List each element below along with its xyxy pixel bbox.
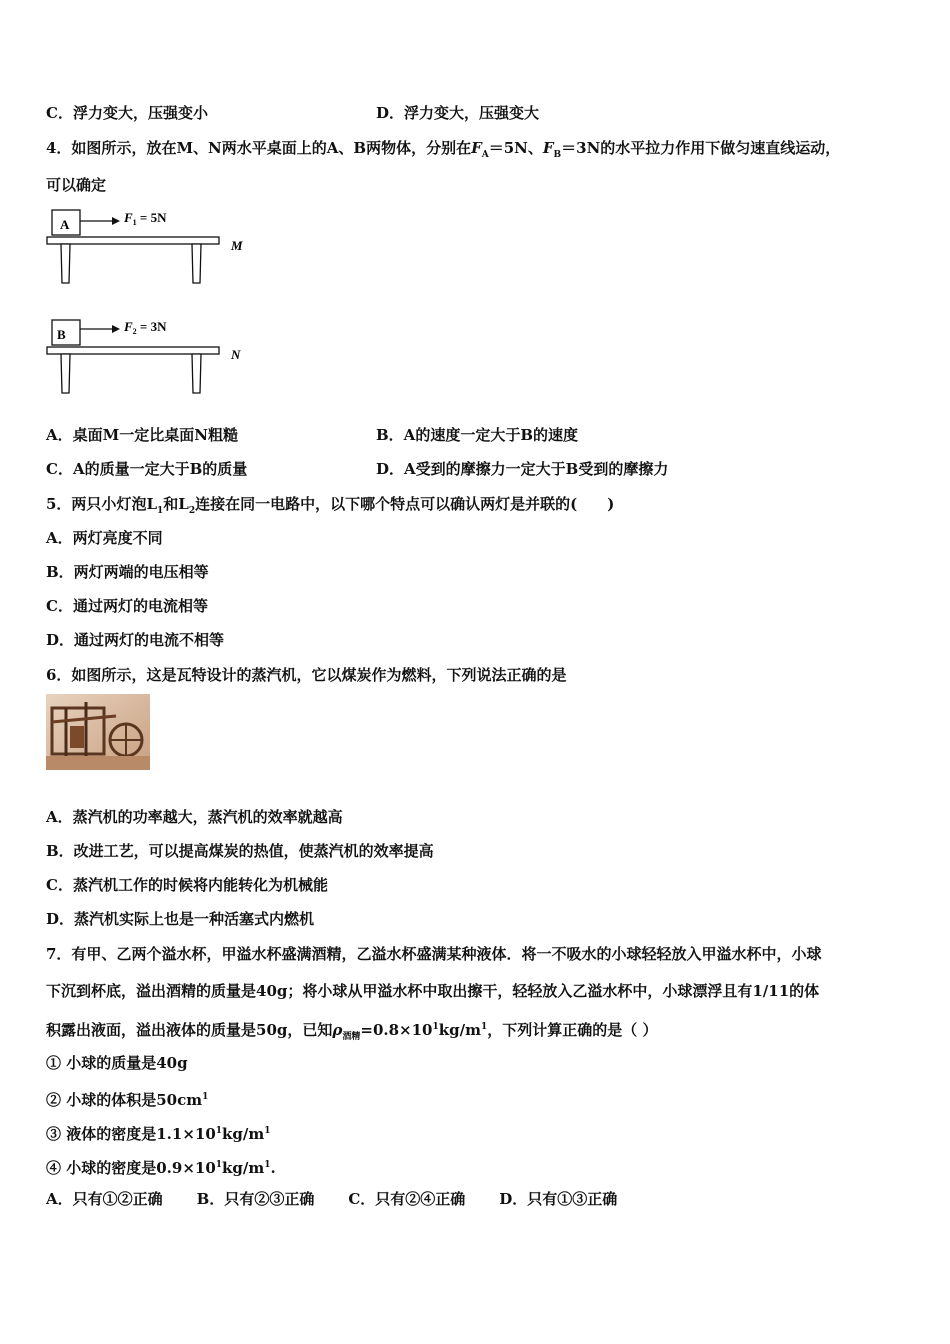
q7-rho-sub: 酒精 — [342, 1032, 361, 1042]
q7-line3-a: 积露出液面，溢出液体的质量是50g，已知 — [46, 1021, 333, 1039]
force-label-1 — [123, 210, 167, 227]
force-1-symbol: F — [124, 210, 133, 225]
q5-stem-c: 连接在同一电路中，以下哪个特点可以确认两灯是并联的( ) — [195, 495, 615, 513]
q7-options — [46, 1189, 651, 1209]
q7-s4-exp1: 1 — [215, 1160, 223, 1170]
q7-rho: ρ — [332, 1021, 343, 1039]
force-2-value: = 3N — [136, 319, 167, 334]
q4-fb-sub: B — [553, 150, 562, 160]
q7-s4-unit: kg/m — [222, 1159, 265, 1177]
q5-stem-a: 5．两只小灯泡L — [46, 495, 157, 513]
table-n-leg-left — [61, 354, 70, 393]
q7-s4-end: . — [270, 1159, 276, 1177]
force-1-sub: 1 — [132, 218, 137, 227]
force-label-2 — [123, 319, 167, 336]
force-2-symbol: F — [124, 319, 133, 334]
q6-stem: 6．如图所示，这是瓦特设计的蒸汽机，它以煤炭作为燃料，下列说法正确的是 — [46, 666, 567, 684]
force-arrowhead-2 — [112, 325, 120, 333]
q5-sub-2: 2 — [188, 506, 196, 516]
q4-stem-line1 — [46, 138, 840, 165]
table-m-leg-right — [192, 244, 201, 283]
photo-floor — [46, 756, 150, 770]
engine-cylinder — [70, 726, 84, 748]
q7-s4-text: ④ 小球的密度是0.9×10 — [46, 1159, 216, 1177]
q7-exp-1: 1 — [432, 1022, 439, 1032]
force-arrowhead-1 — [112, 217, 120, 225]
q3-option-d: D．浮力变大，压强变大 — [376, 104, 540, 122]
q5-option-b: B．两灯两端的电压相等 — [46, 563, 209, 581]
table-m-leg-left — [61, 244, 70, 283]
q5-option-c: C．通过两灯的电流相等 — [46, 597, 208, 615]
table-n-label: N — [231, 347, 241, 362]
q7-s3-exp1: 1 — [215, 1126, 223, 1136]
q4-figure-top — [47, 210, 243, 283]
q4-option-b: B．A的速度一定大于B的速度 — [376, 426, 578, 444]
block-a-label: A — [60, 217, 70, 232]
q7-line-2: 下沉到杯底，溢出酒精的质量是40g；将小球从甲溢水杯中取出擦干，轻轻放入乙溢水杯中，小球漂浮且有1/11的体 — [46, 982, 820, 1000]
q4-stem-line2: 可以确定 — [46, 176, 107, 194]
q4-stem-a: 4．如图所示，放在M、N两水平桌面上的A、B两物体，分别在 — [46, 139, 472, 157]
q4-fb-symbol: F — [542, 139, 554, 157]
q5-stem-b: 和L — [163, 495, 189, 513]
q4-option-c: C．A的质量一定大于B的质量 — [46, 460, 248, 478]
q4-fb-value: ＝3N的水平拉力作用下做匀速直线运动， — [561, 139, 841, 157]
q7-s2-text: ② 小球的体积是50cm — [46, 1091, 203, 1109]
q7-statement-3 — [46, 1121, 271, 1144]
q7-option-a: A．只有①②正确 — [46, 1190, 163, 1208]
q6-option-a: A．蒸汽机的功率越大，蒸汽机的效率就越高 — [46, 808, 343, 826]
q5-option-a: A．两灯亮度不同 — [46, 529, 163, 547]
q6-option-d: D．蒸汽机实际上也是一种活塞式内燃机 — [46, 910, 315, 928]
q4-figure-bottom — [47, 319, 241, 393]
q4-fa-sub: A — [481, 150, 489, 160]
q4-fa-symbol: F — [471, 139, 482, 157]
table-n-leg-right — [192, 354, 201, 393]
q7-statement-4 — [46, 1155, 276, 1178]
table-n-top — [47, 347, 219, 354]
q7-option-b: B．只有②③正确 — [196, 1190, 315, 1208]
q6-option-b: B．改进工艺，可以提高煤炭的热值，使蒸汽机的效率提高 — [46, 842, 434, 860]
q7-option-c: C．只有②④正确 — [348, 1190, 466, 1208]
q5-stem — [46, 494, 614, 521]
q3-option-c: C．浮力变大，压强变小 — [46, 104, 208, 122]
table-m-label: M — [231, 238, 243, 253]
force-2-sub: 2 — [132, 327, 137, 336]
q4-option-d: D．A受到的摩擦力一定大于B受到的摩擦力 — [376, 460, 669, 478]
q7-option-d: D．只有①③正确 — [499, 1190, 618, 1208]
q7-s2-exp: 1 — [202, 1092, 209, 1102]
q7-line3-d: ，下列计算正确的是（ ） — [487, 1021, 658, 1039]
q5-sub-1: 1 — [157, 506, 164, 516]
q7-s4-exp2: 1 — [264, 1160, 271, 1170]
q4-fa-value: ＝5N、 — [488, 139, 543, 157]
block-b-label: B — [57, 327, 66, 342]
q7-s3-unit: kg/m — [222, 1125, 265, 1143]
force-1-value: = 5N — [136, 210, 167, 225]
q4-figure — [44, 205, 254, 395]
q7-s3-text: ③ 液体的密度是1.1×10 — [46, 1125, 216, 1143]
steam-engine-photo — [46, 694, 150, 770]
q7-line3-b: =0.8×10 — [360, 1021, 433, 1039]
q7-s3-exp2: 1 — [264, 1126, 271, 1136]
q6-option-c: C．蒸汽机工作的时候将内能转化为机械能 — [46, 876, 328, 894]
q5-option-d: D．通过两灯的电流不相等 — [46, 631, 225, 649]
q7-line-3 — [46, 1017, 657, 1047]
q7-line-1: 7．有甲、乙两个溢水杯，甲溢水杯盛满酒精，乙溢水杯盛满某种液体．将一不吸水的小球轻轻放入甲溢水杯中，小球 — [46, 945, 822, 963]
q4-option-a: A．桌面M一定比桌面N粗糙 — [46, 426, 238, 444]
table-m-top — [47, 237, 219, 244]
q7-statement-2 — [46, 1087, 208, 1110]
q7-statement-1: ① 小球的质量是40g — [46, 1054, 188, 1072]
q7-exp-2: 1 — [480, 1022, 488, 1032]
q7-line3-c: kg/m — [438, 1021, 481, 1039]
